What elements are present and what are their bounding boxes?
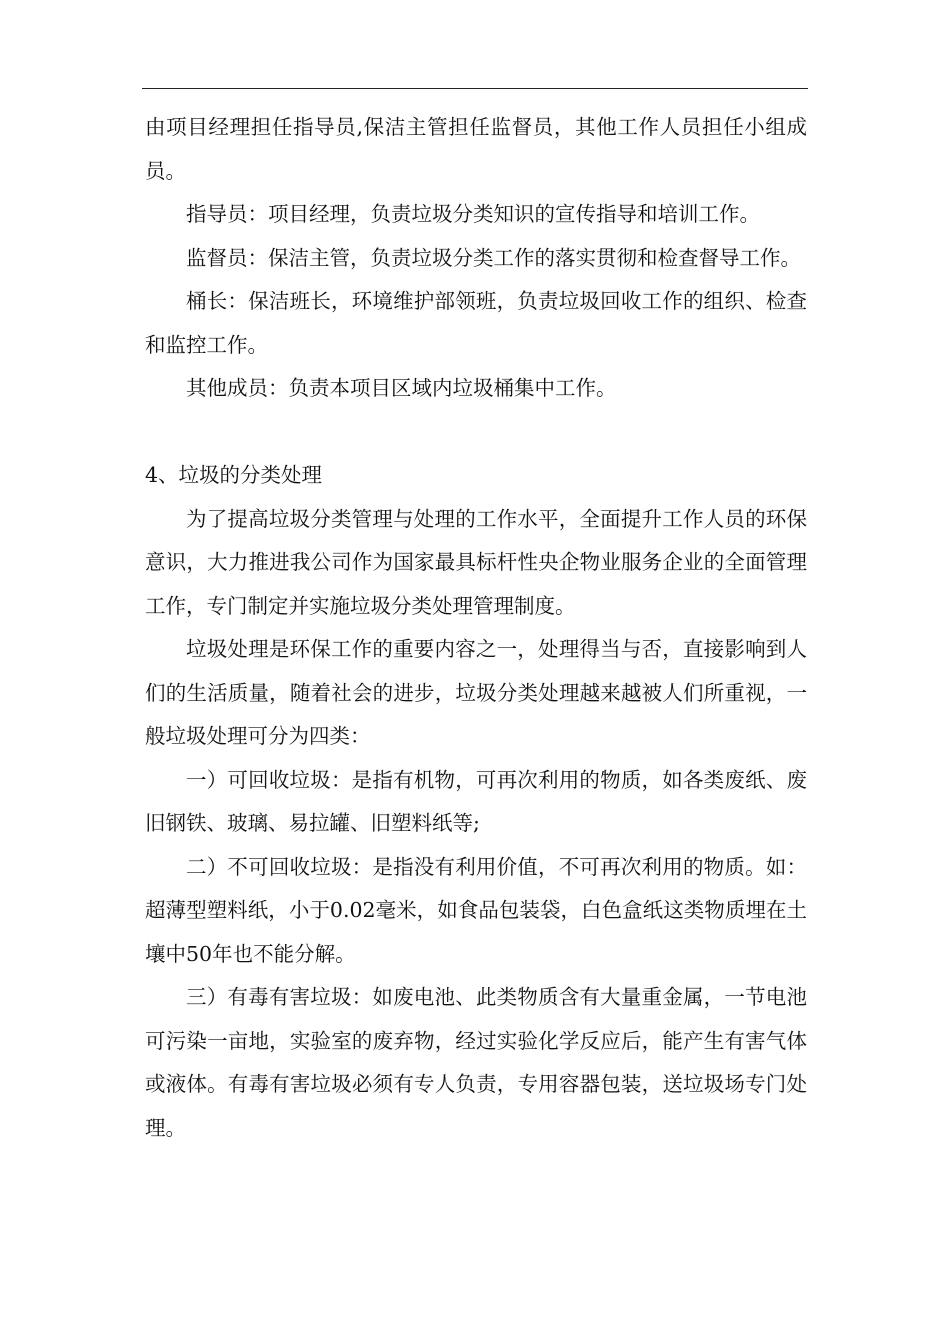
- paragraph-purpose: 为了提高垃圾分类管理与处理的工作水平，全面提升工作人员的环保意识，大力推进我公司作为国家最具标杆性央企物业服务企业的全面管理工作，专门制定并实施垃圾分类处理管理制度。: [145, 506, 807, 618]
- paragraph-recyclable: 一）可回收垃圾：是指有机物，可再次利用的物质，如各类废纸、废旧钢铁、玻璃、易拉罐、旧塑料纸等;: [145, 767, 807, 835]
- paragraph-instructor: 指导员：项目经理，负责垃圾分类知识的宣传指导和培训工作。: [186, 202, 760, 226]
- section-heading: 4、垃圾的分类处理: [145, 463, 323, 487]
- paragraph-other-members: 其他成员：负责本项目区域内垃圾桶集中工作。: [186, 376, 617, 400]
- paragraph-non-recyclable: 二）不可回收垃圾：是指没有利用价值，不可再次利用的物质。如：超薄型塑料纸，小于0.02毫米，如食品包装袋，白色盒纸这类物质埋在土壤中50年也不能分解。: [145, 854, 807, 966]
- document-body: [145, 106, 807, 1150]
- paragraph-hazardous: 三）有毒有害垃圾：如废电池、此类物质含有大量重金属，一节电池可污染一亩地，实验室的废弃物，经过实验化学反应后，能产生有害气体或液体。有毒有害垃圾必须有专人负责，专用容器包装，送垃圾场专门处理。: [145, 985, 807, 1140]
- paragraph-supervisor: 监督员：保洁主管，负责垃圾分类工作的落实贯彻和检查督导工作。: [186, 245, 801, 270]
- paragraph-bin-leader: 桶长：保洁班长，环境维护部领班，负责垃圾回收工作的组织、检查和监控工作。: [145, 289, 807, 357]
- paragraph-importance: 垃圾处理是环保工作的重要内容之一，处理得当与否，直接影响到人们的生活质量，随着社会的进步，垃圾分类处理越来越被人们所重视，一般垃圾处理可分为四类：: [145, 637, 807, 748]
- header-rule: [142, 88, 808, 89]
- paragraph-roles-intro: 由项目经理担任指导员,保洁主管担任监督员，其他工作人员担任小组成员。: [145, 115, 807, 183]
